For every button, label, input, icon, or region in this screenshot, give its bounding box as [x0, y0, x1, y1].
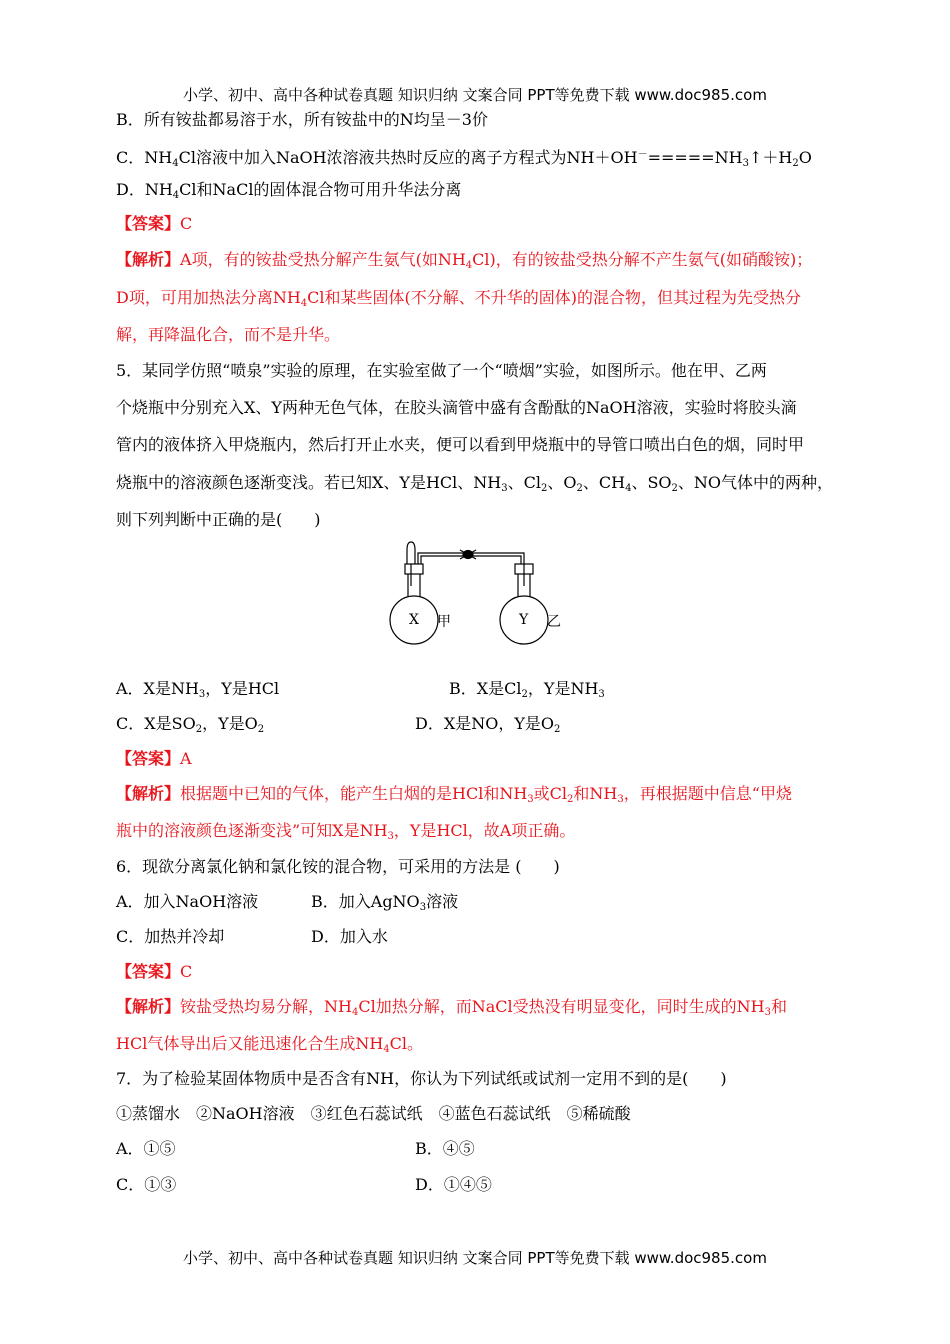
q5-stem-line-3: 管内的液体挤入甲烧瓶内，然后打开止水夹，便可以看到甲烧瓶中的导管口喷出白色的烟，同时甲 [116, 435, 805, 454]
figure-label-x: X [409, 612, 419, 628]
q5-analysis-line-2: 瓶中的溶液颜色逐渐变浅”可知X是$NH_3$，Y是HCl，故A项正确。 [116, 821, 576, 842]
q4-option-d: D．$NH_4Cl$和NaCl的固体混合物可用升华法分离 [116, 180, 462, 201]
q4-answer: 【答案】C [116, 214, 193, 233]
q6-option-a: A．加入NaOH溶液 [116, 892, 259, 911]
q4-option-b: B．所有铵盐都易溶于水，所有铵盐中的N均呈－3价 [116, 110, 488, 129]
q6-option-d: D．加入水 [311, 927, 388, 946]
q4-option-c: C．$NH_4Cl$溶液中加入NaOH浓溶液共热时反应的离子方程式为$NH+OH^-=====NH_3↑+H_2O$ [116, 148, 812, 169]
q7-items: ①蒸馏水 ②NaOH溶液 ③红色石蕊试纸 ④蓝色石蕊试纸 ⑤稀硫酸 [116, 1104, 631, 1123]
q6-stem: 6．现欲分离氯化钠和氯化铵的混合物，可采用的方法是 ( ) [116, 857, 560, 876]
q4-analysis-line-1: 【解析】A项，有的铵盐受热分解产生氨气(如$NH_4Cl$)，有的铵盐受热分解不产生氨气(如硝酸铵)； [116, 250, 813, 271]
q5-analysis-line-1: 【解析】根据题中已知的气体，能产生白烟的是HCl和$NH_3$或$Cl_2$和$NH_3$，再根据题中信息“甲烧 [116, 784, 792, 805]
q5-option-d: D．X是NO，Y是$O_2$ [415, 714, 561, 735]
q5-option-b: B．X是$Cl_2$，Y是$NH_3$ [449, 679, 605, 700]
q6-answer: 【答案】C [116, 962, 193, 981]
q5-stem-line-2: 个烧瓶中分别充入X、Y两种无色气体，在胶头滴管中盛有含酚酞的NaOH溶液，实验时将胶头滴 [116, 398, 797, 417]
q5-stem-line-1: 5．某同学仿照“喷泉”实验的原理，在实验室做了一个“喷烟”实验，如图所示。他在甲、乙两 [116, 361, 767, 380]
q5-option-c: C．X是$SO_2$，Y是$O_2$ [116, 714, 265, 735]
q4-analysis-line-2: D项，可用加热法分离$NH_4Cl$和某些固体(不分解、不升华的固体)的混合物，但其过程为先受热分 [116, 288, 802, 309]
q5-stem-line-5: 则下列判断中正确的是( ) [116, 510, 321, 529]
figure-label-yi: 乙 [547, 614, 561, 630]
q7-option-c: C．①③ [116, 1175, 177, 1194]
q7-option-d: D．①④⑤ [415, 1175, 492, 1194]
figure-label-y: Y [519, 612, 529, 628]
page-footer: 小学、初中、高中各种试卷真题 知识归纳 文案合同 PPT等免费下载 www.doc985.com [183, 1249, 767, 1267]
page-header: 小学、初中、高中各种试卷真题 知识归纳 文案合同 PPT等免费下载 www.doc985.com [183, 86, 767, 104]
q6-analysis-line-2: HCl气体导出后又能迅速化合生成$NH_4Cl$。 [116, 1034, 424, 1055]
q6-analysis-line-1: 【解析】铵盐受热均易分解，$NH_4Cl$加热分解，而NaCl受热没有明显变化，同时生成的$NH_3$和 [116, 997, 787, 1018]
q6-option-c: C．加热并冷却 [116, 927, 225, 946]
apparatus-figure [380, 538, 580, 648]
q6-option-b: B．加入AgNO$_3$溶液 [311, 892, 459, 913]
q7-option-a: A．①⑤ [116, 1139, 176, 1158]
q7-option-b: B．④⑤ [415, 1139, 475, 1158]
figure-label-jia: 甲 [437, 614, 451, 630]
q5-answer: 【答案】A [116, 749, 192, 768]
q4-analysis-line-3: 解，再降温化合，而不是升华。 [116, 325, 341, 344]
q7-stem: 7．为了检验某固体物质中是否含有NH，你认为下列试纸或试剂一定用不到的是( ) [116, 1069, 727, 1088]
q5-option-a: A．X是$NH_3$，Y是HCl [116, 679, 280, 700]
q5-stem-line-4: 烧瓶中的溶液颜色逐渐变浅。若已知X、Y是HCl、$NH_3$、$Cl_2$、$O_2$、$CH_4$、$SO_2$、NO气体中的两种， [116, 473, 834, 494]
